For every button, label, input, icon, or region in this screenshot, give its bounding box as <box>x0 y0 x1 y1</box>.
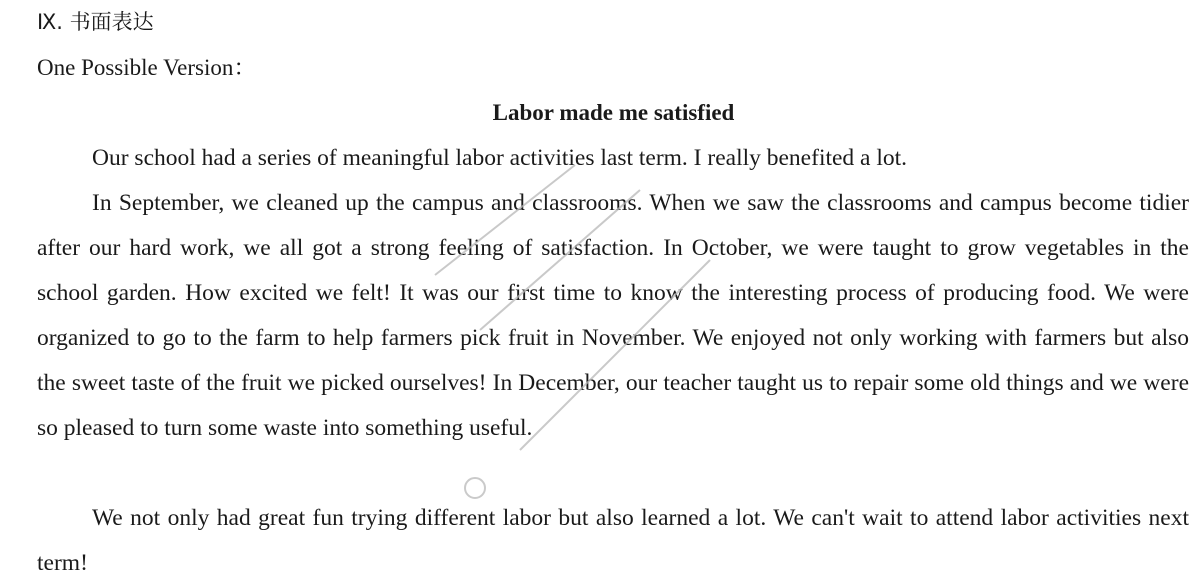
version-label: One Possible Version： <box>37 55 257 80</box>
essay-paragraph-3: We not only had great fun trying different labor but also learned a lot. We can't wait to attend labor activities next term! <box>37 505 1189 576</box>
essay-title: Labor made me satisfied <box>492 100 735 125</box>
essay-paragraph-1: Our school had a series of meaningful labor activities last term. I really benefited a lot. <box>92 145 908 171</box>
essay-paragraph-2: In September, we cleaned up the campus and classrooms. When we saw the classrooms and campus become tidier after our hard work, we all got a strong feeling of satisfaction. In October, we were taught to grow vegetables in the school garden. How excited we felt! It was our first time to know the interesting process of producing food. We were organized to go to the farm to help farmers pick fruit in November. We enjoyed not only working with farmers but also the sweet taste of the fruit we picked ourselves! In December, our teacher taught us to repair some old things and we were so pleased to turn some waste into something useful. <box>37 190 1189 441</box>
section-heading: Ⅸ. 书面表达 <box>37 10 154 34</box>
